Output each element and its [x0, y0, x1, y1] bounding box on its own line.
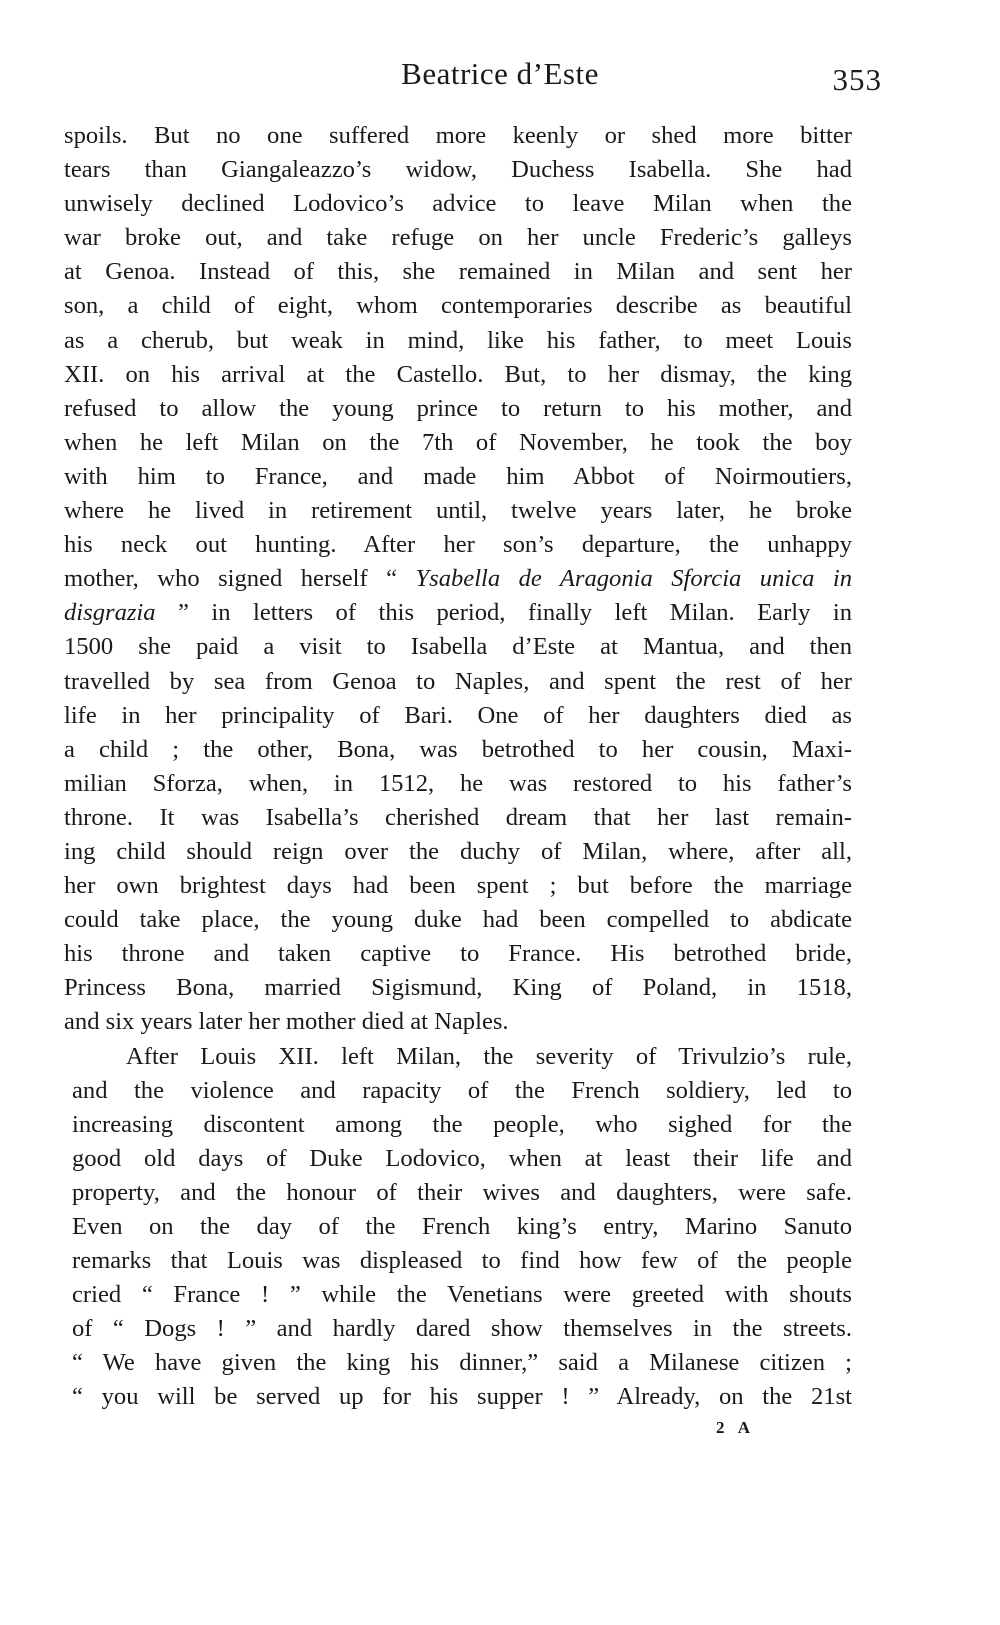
text-line: 1500 she paid a visit to Isabella d’Este at Mantua, and then	[64, 633, 852, 661]
text-line: at Genoa. Instead of this, she remained in Milan and sent her	[64, 258, 852, 286]
text-line: Even on the day of the French king’s entry, Marino Sanuto	[72, 1213, 852, 1240]
text-line: life in her principality of Bari. One of her daughters died as	[64, 701, 852, 729]
text-line: remarks that Louis was displeased to find how few of the people	[72, 1247, 852, 1275]
paragraph-1	[64, 119, 852, 1040]
text-line: and six years later her mother died at Naples.	[64, 1008, 509, 1036]
text-line: a child ; the other, Bona, was betrothed to her cousin, Maxi-	[64, 735, 852, 763]
paragraph-2	[64, 1040, 852, 1415]
text-line-italic-quote	[64, 562, 852, 596]
text-line: of “ Dogs ! ” and hardly dared show themselves in the streets.	[72, 1315, 852, 1343]
signature-mark: 2 A	[716, 1418, 756, 1437]
text-line: with him to France, and made him Abbot of Noirmoutiers,	[64, 462, 852, 490]
italic-signature-text: disgrazia	[64, 599, 156, 627]
text-line: when he left Milan on the 7th of November, he took the boy	[64, 428, 852, 456]
text-line: “ We have given the king his dinner,” said a Milanese citizen ;	[72, 1349, 852, 1377]
text-fragment: ” in letters of this period, finally left Milan. Early in	[155, 599, 852, 627]
text-line: tears than Giangaleazzo’s widow, Duchess Isabella. She had	[64, 156, 852, 184]
text-line: “ you will be served up for his supper ! ” Already, on the 21st	[72, 1383, 852, 1411]
text-line: increasing discontent among the people, who sighed for the	[72, 1110, 852, 1138]
text-line: XII. on his arrival at the Castello. But, to her dismay, the king	[64, 360, 852, 388]
text-line: her own brightest days had been spent ; but before the marriage	[64, 872, 852, 900]
text-body	[64, 119, 852, 1415]
page-number: 353	[832, 62, 882, 97]
text-line: travelled by sea from Genoa to Naples, and spent the rest of her	[64, 667, 852, 695]
text-line: where he lived in retirement until, twelve years later, he broke	[64, 497, 852, 525]
text-line: milian Sforza, when, in 1512, he was restored to his father’s	[64, 769, 852, 797]
text-line: throne. It was Isabella’s cherished dream that her last remain-	[64, 803, 852, 831]
text-line: property, and the honour of their wives and daughters, were safe.	[72, 1178, 852, 1206]
italic-signature-text: Ysabella de Aragonia Sforcia unica in	[415, 565, 852, 593]
text-line: After Louis XII. left Milan, the severity of Trivulzio’s rule,	[126, 1042, 852, 1070]
running-title: Beatrice d’Este	[401, 56, 599, 91]
text-line: cried “ France ! ” while the Venetians were greeted with shouts	[72, 1281, 852, 1309]
text-line: his neck out hunting. After her son’s departure, the unhappy	[64, 531, 852, 559]
text-line: refused to allow the young prince to return to his mother, and	[64, 394, 852, 422]
text-line: unwisely declined Lodovico’s advice to leave Milan when the	[64, 190, 852, 218]
text-line: could take place, the young duke had been compelled to abdicate	[64, 906, 852, 934]
text-line: as a cherub, but weak in mind, like his father, to meet Louis	[64, 326, 852, 354]
text-fragment: mother, who signed herself “	[64, 565, 416, 593]
text-line-italic-quote-end	[64, 596, 852, 630]
text-line: his throne and taken captive to France. His betrothed bride,	[64, 940, 852, 968]
text-line: ing child should reign over the duchy of Milan, where, after all,	[64, 837, 852, 865]
text-line: spoils. But no one suffered more keenly or shed more bitter	[64, 122, 852, 149]
text-line: son, a child of eight, whom contemporaries describe as beautiful	[64, 292, 852, 320]
text-line: and the violence and rapacity of the French soldiery, led to	[72, 1076, 852, 1104]
text-line: Princess Bona, married Sigismund, King of Poland, in 1518,	[64, 974, 852, 1002]
text-line: good old days of Duke Lodovico, when at least their life and	[72, 1144, 852, 1172]
text-line: war broke out, and take refuge on her uncle Frederic’s galleys	[64, 224, 852, 252]
running-head	[0, 52, 1000, 102]
